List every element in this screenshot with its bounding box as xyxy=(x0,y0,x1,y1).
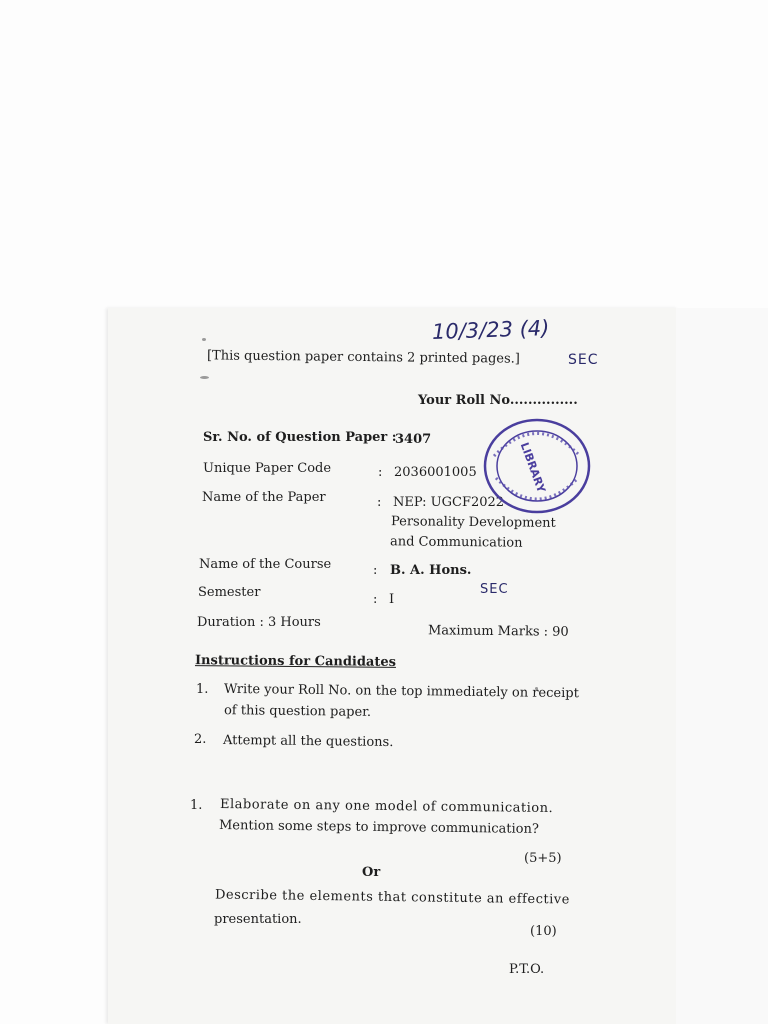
sr-no-label: Sr. No. of Question Paper : xyxy=(203,430,397,445)
max-marks: Maximum Marks : 90 xyxy=(427,623,569,640)
paper-name-label: Name of the Paper xyxy=(202,490,326,505)
duration: Duration : 3 Hours xyxy=(197,615,321,630)
paper-code-value: 2036001005 xyxy=(394,465,477,480)
instruction-1-line-2: of this question paper. xyxy=(223,703,372,720)
paper-code-label: Unique Paper Code xyxy=(203,461,332,476)
paper-name-line-3: and Communication xyxy=(389,534,523,551)
instructions-heading: Instructions for Candidates xyxy=(194,653,397,670)
pages-note: [This question paper contains 2 printed pages.] xyxy=(206,348,520,367)
library-stamp xyxy=(482,416,592,516)
question-1-alt-marks: (10) xyxy=(530,924,557,939)
course-sep: : xyxy=(373,563,378,578)
scan-speck xyxy=(200,376,209,379)
question-1-marks: (5+5) xyxy=(524,851,562,866)
instruction-1-line-1: Write your Roll No. on the top immediately on receipt xyxy=(223,681,579,702)
question-1-line-1: Elaborate on any one model of communication. xyxy=(219,796,554,817)
question-1-alt-line-1: Describe the elements that constitute an effective xyxy=(214,887,570,908)
paper-name-line-2: Personality Development xyxy=(390,514,556,531)
semester-value: I xyxy=(389,592,395,607)
question-1-num: 1. xyxy=(190,798,203,813)
question-1-alt-line-2: presentation. xyxy=(214,912,302,927)
stamp-text: LIBRARY xyxy=(517,440,548,495)
paper-name-sep: : xyxy=(377,495,382,510)
handwritten-sec-top: SEC xyxy=(568,352,599,368)
scan-margin xyxy=(676,308,768,1024)
roll-number: Your Roll No............... xyxy=(418,393,578,408)
semester-sep: : xyxy=(373,592,378,607)
pto-footer: P.T.O. xyxy=(509,962,545,977)
instruction-2-num: 2. xyxy=(194,732,207,747)
paper-code-sep: : xyxy=(378,465,383,480)
question-1-or: Or xyxy=(362,865,381,880)
instruction-2-text: Attempt all the questions. xyxy=(222,732,394,751)
instruction-1-num: 1. xyxy=(196,682,209,697)
course-label: Name of the Course xyxy=(199,557,332,572)
paper-name-line-1: NEP: UGCF2022 xyxy=(393,495,505,510)
course-value: B. A. Hons. xyxy=(390,563,472,578)
handwritten-date: 10/3/23 (4) xyxy=(431,315,550,345)
semester-label: Semester xyxy=(198,585,261,600)
sr-no-value: 3407 xyxy=(395,432,432,447)
question-1-line-2: Mention some steps to improve communication? xyxy=(218,818,539,837)
scan-speck xyxy=(202,338,206,341)
handwritten-sec-semester: SEC xyxy=(480,582,509,597)
